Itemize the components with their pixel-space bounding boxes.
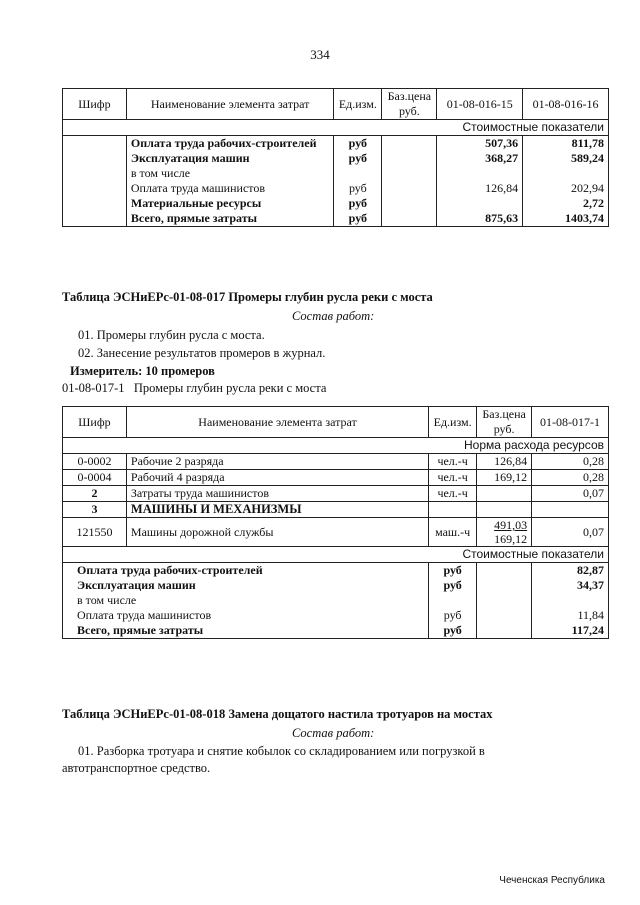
row-name: Эксплуатация машин bbox=[126, 151, 333, 166]
resource-unit: чел.-ч bbox=[429, 486, 477, 502]
machines-code: 3 bbox=[63, 502, 127, 518]
page-number: 334 bbox=[310, 47, 330, 62]
resource-code: 0-0002 bbox=[63, 454, 127, 470]
machine-price-1: 491,03 bbox=[494, 518, 528, 532]
resource-row bbox=[63, 454, 609, 470]
cost-value: 34,37 bbox=[532, 578, 609, 593]
machine-value: 0,07 bbox=[532, 518, 609, 547]
header-col-15: 01-08-016-15 bbox=[437, 89, 523, 120]
cost-row bbox=[63, 578, 609, 593]
composition-label: Состав работ: bbox=[292, 309, 375, 323]
resource-value: 0,28 bbox=[532, 454, 609, 470]
table-row bbox=[63, 211, 609, 227]
section-note-row bbox=[63, 120, 609, 136]
cost-row bbox=[63, 593, 609, 608]
header-unit: Ед.изм. bbox=[429, 407, 477, 438]
row-value-16 bbox=[523, 166, 609, 181]
work-step-2: 02. Занесение результатов промеров в журнал. bbox=[78, 346, 326, 360]
row-value-16: 2,72 bbox=[523, 196, 609, 211]
row-value-16: 811,78 bbox=[523, 136, 609, 152]
resource-value: 0,07 bbox=[532, 486, 609, 502]
machine-sub-row bbox=[63, 518, 609, 547]
cost-value bbox=[532, 593, 609, 608]
row-unit: руб bbox=[334, 196, 382, 211]
cost-unit: руб bbox=[429, 563, 477, 579]
resources-body bbox=[63, 454, 609, 502]
header-col-16: 01-08-016-16 bbox=[523, 89, 609, 120]
section-note: Стоимостные показатели bbox=[63, 120, 609, 136]
cost-name: Всего, прямые затраты bbox=[63, 623, 429, 639]
row-code bbox=[63, 211, 127, 227]
row-value-15 bbox=[437, 166, 523, 181]
row-name: в том числе bbox=[126, 166, 333, 181]
table-header-row bbox=[63, 407, 609, 438]
row-name: Оплата труда рабочих-строителей bbox=[126, 136, 333, 152]
row-value-15: 126,84 bbox=[437, 181, 523, 196]
row-unit: руб bbox=[334, 151, 382, 166]
cost-value: 11,84 bbox=[532, 608, 609, 623]
table-row bbox=[63, 166, 609, 181]
cost-unit: руб bbox=[429, 623, 477, 639]
header-name: Наименование элемента затрат bbox=[126, 89, 333, 120]
norm-note: Норма расхода ресурсов bbox=[63, 438, 609, 454]
row-base-price bbox=[382, 166, 437, 181]
row-base-price bbox=[382, 151, 437, 166]
table-row bbox=[63, 196, 609, 211]
resource-row bbox=[63, 470, 609, 486]
resource-unit: чел.-ч bbox=[429, 470, 477, 486]
row-value-15: 875,63 bbox=[437, 211, 523, 227]
footer-region: Чеченская Республика bbox=[499, 875, 605, 886]
table-row bbox=[63, 151, 609, 166]
cost-base-price bbox=[477, 593, 532, 608]
cost-value: 117,24 bbox=[532, 623, 609, 639]
row-value-16: 202,94 bbox=[523, 181, 609, 196]
item-line: 01-08-017-1 Промеры глубин русла реки с моста bbox=[62, 381, 327, 395]
cost-note: Стоимостные показатели bbox=[63, 547, 609, 563]
row-base-price bbox=[382, 181, 437, 196]
row-code bbox=[63, 166, 127, 181]
header-name: Наименование элемента затрат bbox=[126, 407, 428, 438]
cost-unit: руб bbox=[429, 578, 477, 593]
header-code: Шифр bbox=[63, 89, 127, 120]
cost-unit: руб bbox=[429, 608, 477, 623]
row-base-price bbox=[382, 136, 437, 152]
composition-label-018: Состав работ: bbox=[292, 726, 375, 740]
resource-code: 2 bbox=[63, 486, 127, 502]
resource-name: Затраты труда машинистов bbox=[126, 486, 428, 502]
work-step-1: 01. Промеры глубин русла с моста. bbox=[78, 328, 265, 342]
row-name: Всего, прямые затраты bbox=[126, 211, 333, 227]
machine-price-2: 169,12 bbox=[494, 532, 528, 546]
machines-heading: МАШИНЫ И МЕХАНИЗМЫ bbox=[126, 502, 428, 518]
cost-base-price bbox=[477, 608, 532, 623]
row-code bbox=[63, 136, 127, 152]
row-code bbox=[63, 196, 127, 211]
row-value-15: 507,36 bbox=[437, 136, 523, 152]
cost-base-price bbox=[477, 578, 532, 593]
table-cost-01-08-017 bbox=[62, 406, 609, 639]
resource-value: 0,28 bbox=[532, 470, 609, 486]
row-base-price bbox=[382, 211, 437, 227]
table-header-row bbox=[63, 89, 609, 120]
header-base-price: Баз.цена руб. bbox=[382, 89, 437, 120]
cost-base-price bbox=[477, 563, 532, 579]
work-step-018-line1: 01. Разборка тротуара и снятие кобылок со складированием или погрузкой в bbox=[78, 744, 485, 758]
row-code bbox=[63, 181, 127, 196]
cost-name: Оплата труда машинистов bbox=[63, 608, 429, 623]
table-cost-01-08-016 bbox=[62, 88, 609, 227]
machine-prices bbox=[477, 518, 532, 547]
resource-price: 169,12 bbox=[477, 470, 532, 486]
resource-price: 126,84 bbox=[477, 454, 532, 470]
row-unit: руб bbox=[334, 211, 382, 227]
cost-name: Оплата труда рабочих-строителей bbox=[63, 563, 429, 579]
header-base-price: Баз.цена руб. bbox=[477, 407, 532, 438]
cost-unit bbox=[429, 593, 477, 608]
cost-row bbox=[63, 623, 609, 639]
resource-name: Рабочий 4 разряда bbox=[126, 470, 428, 486]
row-code bbox=[63, 151, 127, 166]
machine-code: 121550 bbox=[63, 518, 127, 547]
table-row bbox=[63, 181, 609, 196]
header-col-017-1: 01-08-017-1 bbox=[532, 407, 609, 438]
table-title-017: Таблица ЭСНиЕРс-01-08-017 Промеры глубин русла реки с моста bbox=[62, 290, 433, 304]
table-row bbox=[63, 136, 609, 152]
row-value-15 bbox=[437, 196, 523, 211]
resource-row bbox=[63, 486, 609, 502]
machine-unit: маш.-ч bbox=[429, 518, 477, 547]
cost-row bbox=[63, 563, 609, 579]
row-value-16: 589,24 bbox=[523, 151, 609, 166]
work-step-018-line2: автотранспортное средство. bbox=[62, 761, 211, 775]
row-name: Материальные ресурсы bbox=[126, 196, 333, 211]
header-unit: Ед.изм. bbox=[334, 89, 382, 120]
machines-row bbox=[63, 502, 609, 518]
resource-name: Рабочие 2 разряда bbox=[126, 454, 428, 470]
cost-body bbox=[63, 563, 609, 639]
cost-name: Эксплуатация машин bbox=[63, 578, 429, 593]
machine-name: Машины дорожной службы bbox=[126, 518, 428, 547]
table-title-018: Таблица ЭСНиЕРс-01-08-018 Замена дощатого настила тротуаров на мостах bbox=[62, 707, 493, 721]
norm-note-row bbox=[63, 438, 609, 454]
row-unit bbox=[334, 166, 382, 181]
cost-base-price bbox=[477, 623, 532, 639]
cost-name: в том числе bbox=[63, 593, 429, 608]
table1-body bbox=[63, 136, 609, 227]
row-unit: руб bbox=[334, 136, 382, 152]
cost-note-row bbox=[63, 547, 609, 563]
row-unit: руб bbox=[334, 181, 382, 196]
resource-price bbox=[477, 486, 532, 502]
measure-label: Измеритель: 10 промеров bbox=[70, 364, 215, 378]
resource-unit: чел.-ч bbox=[429, 454, 477, 470]
row-base-price bbox=[382, 196, 437, 211]
row-name: Оплата труда машинистов bbox=[126, 181, 333, 196]
resource-code: 0-0004 bbox=[63, 470, 127, 486]
row-value-16: 1403,74 bbox=[523, 211, 609, 227]
cost-row bbox=[63, 608, 609, 623]
cost-value: 82,87 bbox=[532, 563, 609, 579]
row-value-15: 368,27 bbox=[437, 151, 523, 166]
header-code: Шифр bbox=[63, 407, 127, 438]
